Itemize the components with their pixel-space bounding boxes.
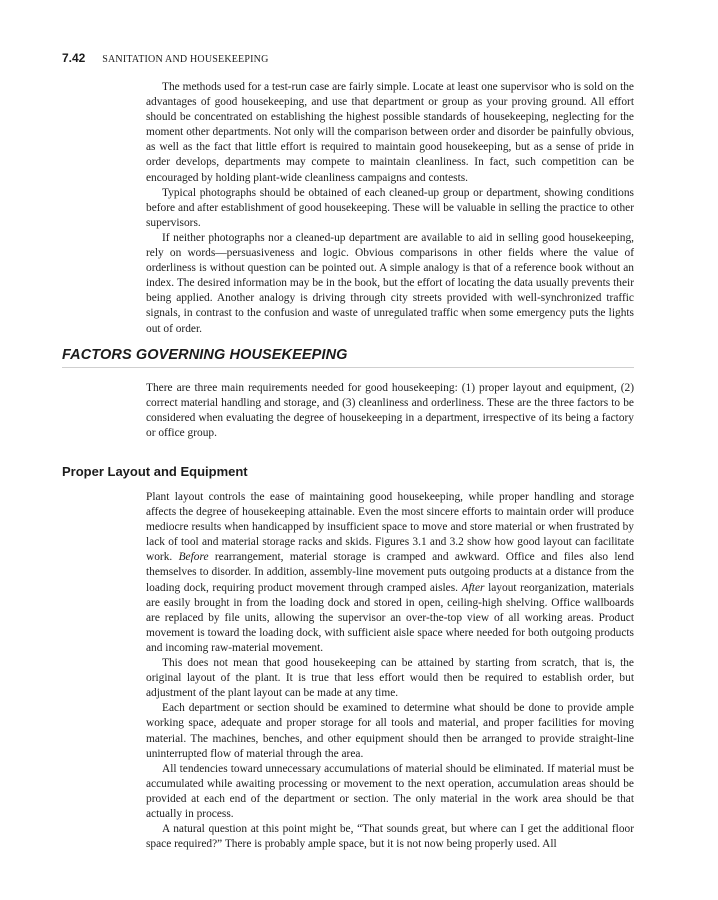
section-intro-block xyxy=(146,381,634,441)
emphasis-after: After xyxy=(461,581,485,594)
body-paragraph: If neither photographs nor a cleaned-up department are available to aid in selling good housekeeping, rely on words—persuasiveness and logic. Obvious comparisons in other fields where the value of orderliness is without question can be pointed out. A simple analogy is that of a reference book without an index. The desired information may be in the book, but the effort of locating the data usually prevents their being applied. Another analogy is driving through city streets provided with well-synchronized traffic signals, in contrast to the confusion and waste of unregulated traffic when some emergency puts the lights out of order. xyxy=(146,231,634,335)
body-paragraph: There are three main requirements needed for good housekeeping: (1) proper layout and equipment, (2) correct material handling and storage, and (3) cleanliness and orderliness. These are the three factors to be considered when evaluating the degree of housekeeping in a department, irrespective of its being a factory or office group. xyxy=(146,382,634,440)
text-run: rearrangement, material storage is cramped and awkward. Office and files also lend themselves to disorder. In addition, assembly-line movement puts outgoing products at a distance from the loading dock, requiring product movement through cramped aisles. xyxy=(146,551,634,594)
emphasis-before: Before xyxy=(178,551,209,564)
body-paragraph: All tendencies toward unnecessary accumulations of material should be eliminated. If material must be accumulated while awaiting processing or movement to the next operation, accumulation areas should be provided at each end of the department or section. The only material in the work area should be that actually in process. xyxy=(146,762,634,820)
body-paragraph: The methods used for a test-run case are fairly simple. Locate at least one supervisor who is sold on the advantages of good housekeeping, and use that department or group as your proving ground. All effort should be concentrated on establishing the highest possible standards of housekeeping, neglecting for the moment other departments. Not only will the comparison between order and disorder be painfully obvious, as well as the fact that little effort is required to maintain good housekeeping, but as a sense of pride in order develops, departments may compete to maintain cleanliness. In fact, such competition can be encouraged by holding plant-wide cleanliness campaigns and contests. xyxy=(146,81,634,184)
subsection-text-block xyxy=(146,490,634,852)
body-paragraph: This does not mean that good housekeeping can be attained by starting from scratch, that is, the original layout of the plant. It is true that less effort would then be required to establish order, but adjustment of the plant layout can be made at any time. xyxy=(146,657,634,700)
body-paragraph: Each department or section should be examined to determine what should be done to provide ample working space, adequate and proper storage for all tools and material, and proper facilities for moving material. The machines, benches, and other equipment should then be arranged to provide straight-line uninterrupted flow of material through the area. xyxy=(146,702,634,760)
running-head xyxy=(62,51,269,67)
text-run: layout reorganization, materials are easily brought in from the loading dock and stored in open, ceiling-high shelving. Office wallboards are replaced by file units, allowing the supervisor an over-the-top view of all working areas. Product movement is toward the loading dock, with sufficient aisle space where needed for both outgoing products and incoming raw-material movement. xyxy=(146,581,634,654)
body-paragraph: Typical photographs should be obtained of each cleaned-up group or department, showing conditions before and after establishment of good housekeeping. These will be valuable in selling the practice to other supervisors. xyxy=(146,186,634,229)
section-heading: FACTORS GOVERNING HOUSEKEEPING xyxy=(62,346,634,368)
subsection-heading: Proper Layout and Equipment xyxy=(62,464,248,479)
running-head-title: SANITATION AND HOUSEKEEPING xyxy=(102,54,269,65)
text-run: Plant layout controls the ease of maintaining good housekeeping, while proper handling and storage affects the degree of housekeeping attainable. Even the most sincere efforts to maintain order will produce mediocre results when handicapped by insufficient space to move and store material or when frustrated by lack of tool and material storage racks and skids. Figures 3.1 and 3.2 show how good layout can facilitate work. xyxy=(146,491,634,564)
page-number: 7.42 xyxy=(62,51,86,65)
body-paragraph: A natural question at this point might be, “That sounds great, but where can I get the additional floor space required?” There is probably ample space, but it is not now being properly used. All xyxy=(146,823,634,851)
body-paragraph xyxy=(146,490,634,656)
intro-text-block xyxy=(146,80,634,337)
